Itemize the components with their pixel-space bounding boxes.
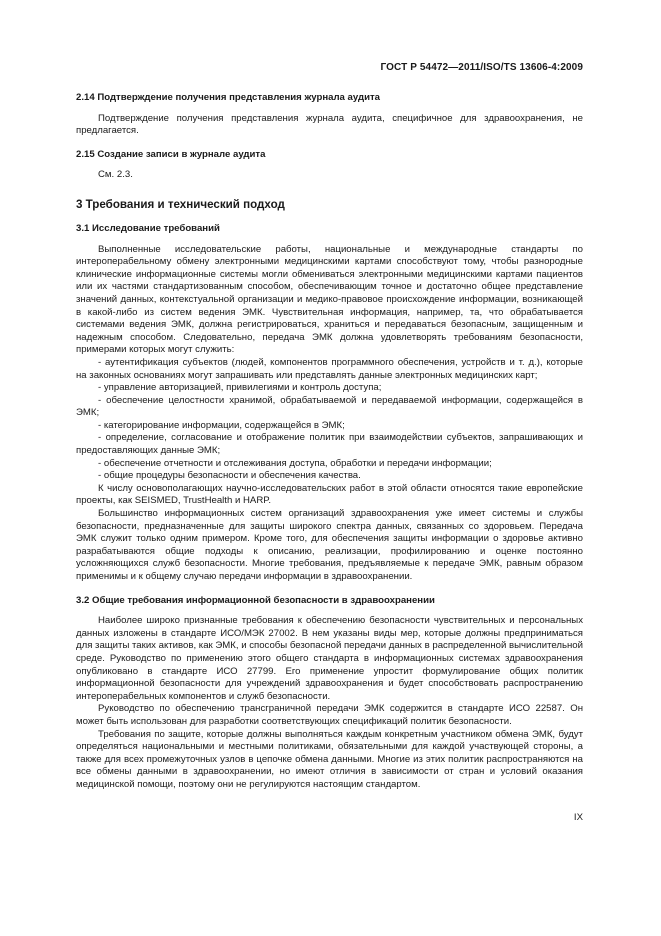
section-3-title: 3 Требования и технический подход	[76, 197, 285, 211]
section-3-1-paragraph: Большинство информационных систем организаций здравоохранения уже имеет системы и службы безопасности, предназначенные для защиты широкого спектра данных, связанных со здоровьем. Передача ЭМК служит только одним примером. Кроме того, для обеспечения защиты информации о здоровье активно разрабатываются общие подходы к описанию, реализации, профилированию и оценке постоянно усложняющихся служб безопасности. Многие требования, предъявляемые к передаче ЭМК, равным образом применимы и к общему случаю передачи информации в здравоохранении.	[76, 508, 583, 582]
section-2-15-text: См. 2.3.	[98, 169, 133, 181]
requirement-item: - обеспечение отчетности и отслеживания доступа, обработки и передачи информации;	[98, 457, 492, 469]
document-header: ГОСТ Р 54472—2011/ISO/TS 13606-4:2009	[380, 62, 583, 73]
section-2-15-title: 2.15 Создание записи в журнале аудита	[76, 148, 266, 160]
requirement-item: - обеспечение целостности хранимой, обрабатываемой и передаваемой информации, содержащейся в ЭМК;	[76, 394, 583, 419]
section-3-1-title: 3.1 Исследование требований	[76, 222, 220, 234]
section-2-14-title: 2.14 Подтверждение получения представления журнала аудита	[76, 92, 381, 103]
requirement-item: - аутентификация субъектов (людей, компонентов программного обеспечения, устройств и т. д.), которые на законных основаниях могут запрашивать или представлять данные электронных медицинских карт;	[76, 356, 583, 381]
section-3-1-paragraph: К числу основополагающих научно-исследовательских работ в этой области относятся такие европейские проекты, как SEISMED, TrustHealth и HARP.	[76, 482, 583, 507]
page-content	[76, 92, 583, 792]
section-3-2-paragraph: Требования по защите, которые должны выполняться каждым конкретным участником обмена ЭМК, будут определяться национальными и местными политиками, обязательными для каждой участвующей стороны, а также для всех промежуточных узлов в цепочке обмена данными. Многие из этих политик распространяются на все обмены данными в здравоохранении, но имеют отличия в зависимости от стран и условий оказания медицинской помощи, поэтому они не регулируются настоящим стандартом.	[76, 728, 583, 790]
section-3-1-paragraph: Выполненные исследовательские работы, национальные и международные стандарты по интероперабельному обмену электронными медицинскими картами способствуют тому, чтобы разнородные клинические информационные системы могли обмениваться электронными медицинскими картами пациентов или их частями стандартизованным способом, обеспечивающим точное и достаточно общее представление значений данных, контекстуальной организации и медико-правовое происхождение информации, возникающей в какой-либо из систем ведения ЭМК. Чувствительная информация, например, та, что обрабатывается системами ведения ЭМК, должна регистрироваться, храниться и передаваться безопасным, защищенным и надежным способом. Следовательно, передача ЭМК должна удовлетворять требованиям безопасности, примерами которых могут служить:	[76, 243, 583, 356]
section-3-2-title: 3.2 Общие требования информационной безопасности в здравоохранении	[76, 594, 435, 606]
requirement-item: - общие процедуры безопасности и обеспечения качества.	[98, 470, 361, 482]
section-2-14-text: Подтверждение получения представления журнала аудита, специфичное для здравоохранения, не предлагается.	[76, 112, 583, 137]
page-number: IX	[573, 812, 583, 823]
requirement-item: - определение, согласование и отображение политик при взаимодействии субъектов, запрашивающих и предоставляющих данные ЭМК;	[76, 432, 583, 457]
section-3-2-paragraph: Руководство по обеспечению трансграничной передачи ЭМК содержится в стандарте ИСО 22587. Он может быть использован для разработки соответствующих спецификаций политик безопасности.	[76, 703, 583, 727]
requirement-item: - управление авторизацией, привилегиями и контроль доступа;	[98, 382, 382, 394]
section-3-2-paragraph: Наиболее широко признанные требования к обеспечению безопасности чувствительных и персональных данных изложены в стандарте ИСО/МЭК 27002. В нем указаны виды мер, которые должны предприниматься для защиты таких активов, как ЭМК, и способы безопасной передачи данных в распределенной вычислительной среде. Руководство по применению этого общего стандарта в информационных системах здравоохранения опубликовано в стандарте ИСО 27799. Его применение упростит формулирование общих политик информационной безопасности для учреждений здравоохранения и будет способствовать распространению интероперабельных компонентов и служб безопасности.	[76, 615, 583, 702]
requirement-item: - категорирование информации, содержащейся в ЭМК;	[98, 419, 345, 431]
